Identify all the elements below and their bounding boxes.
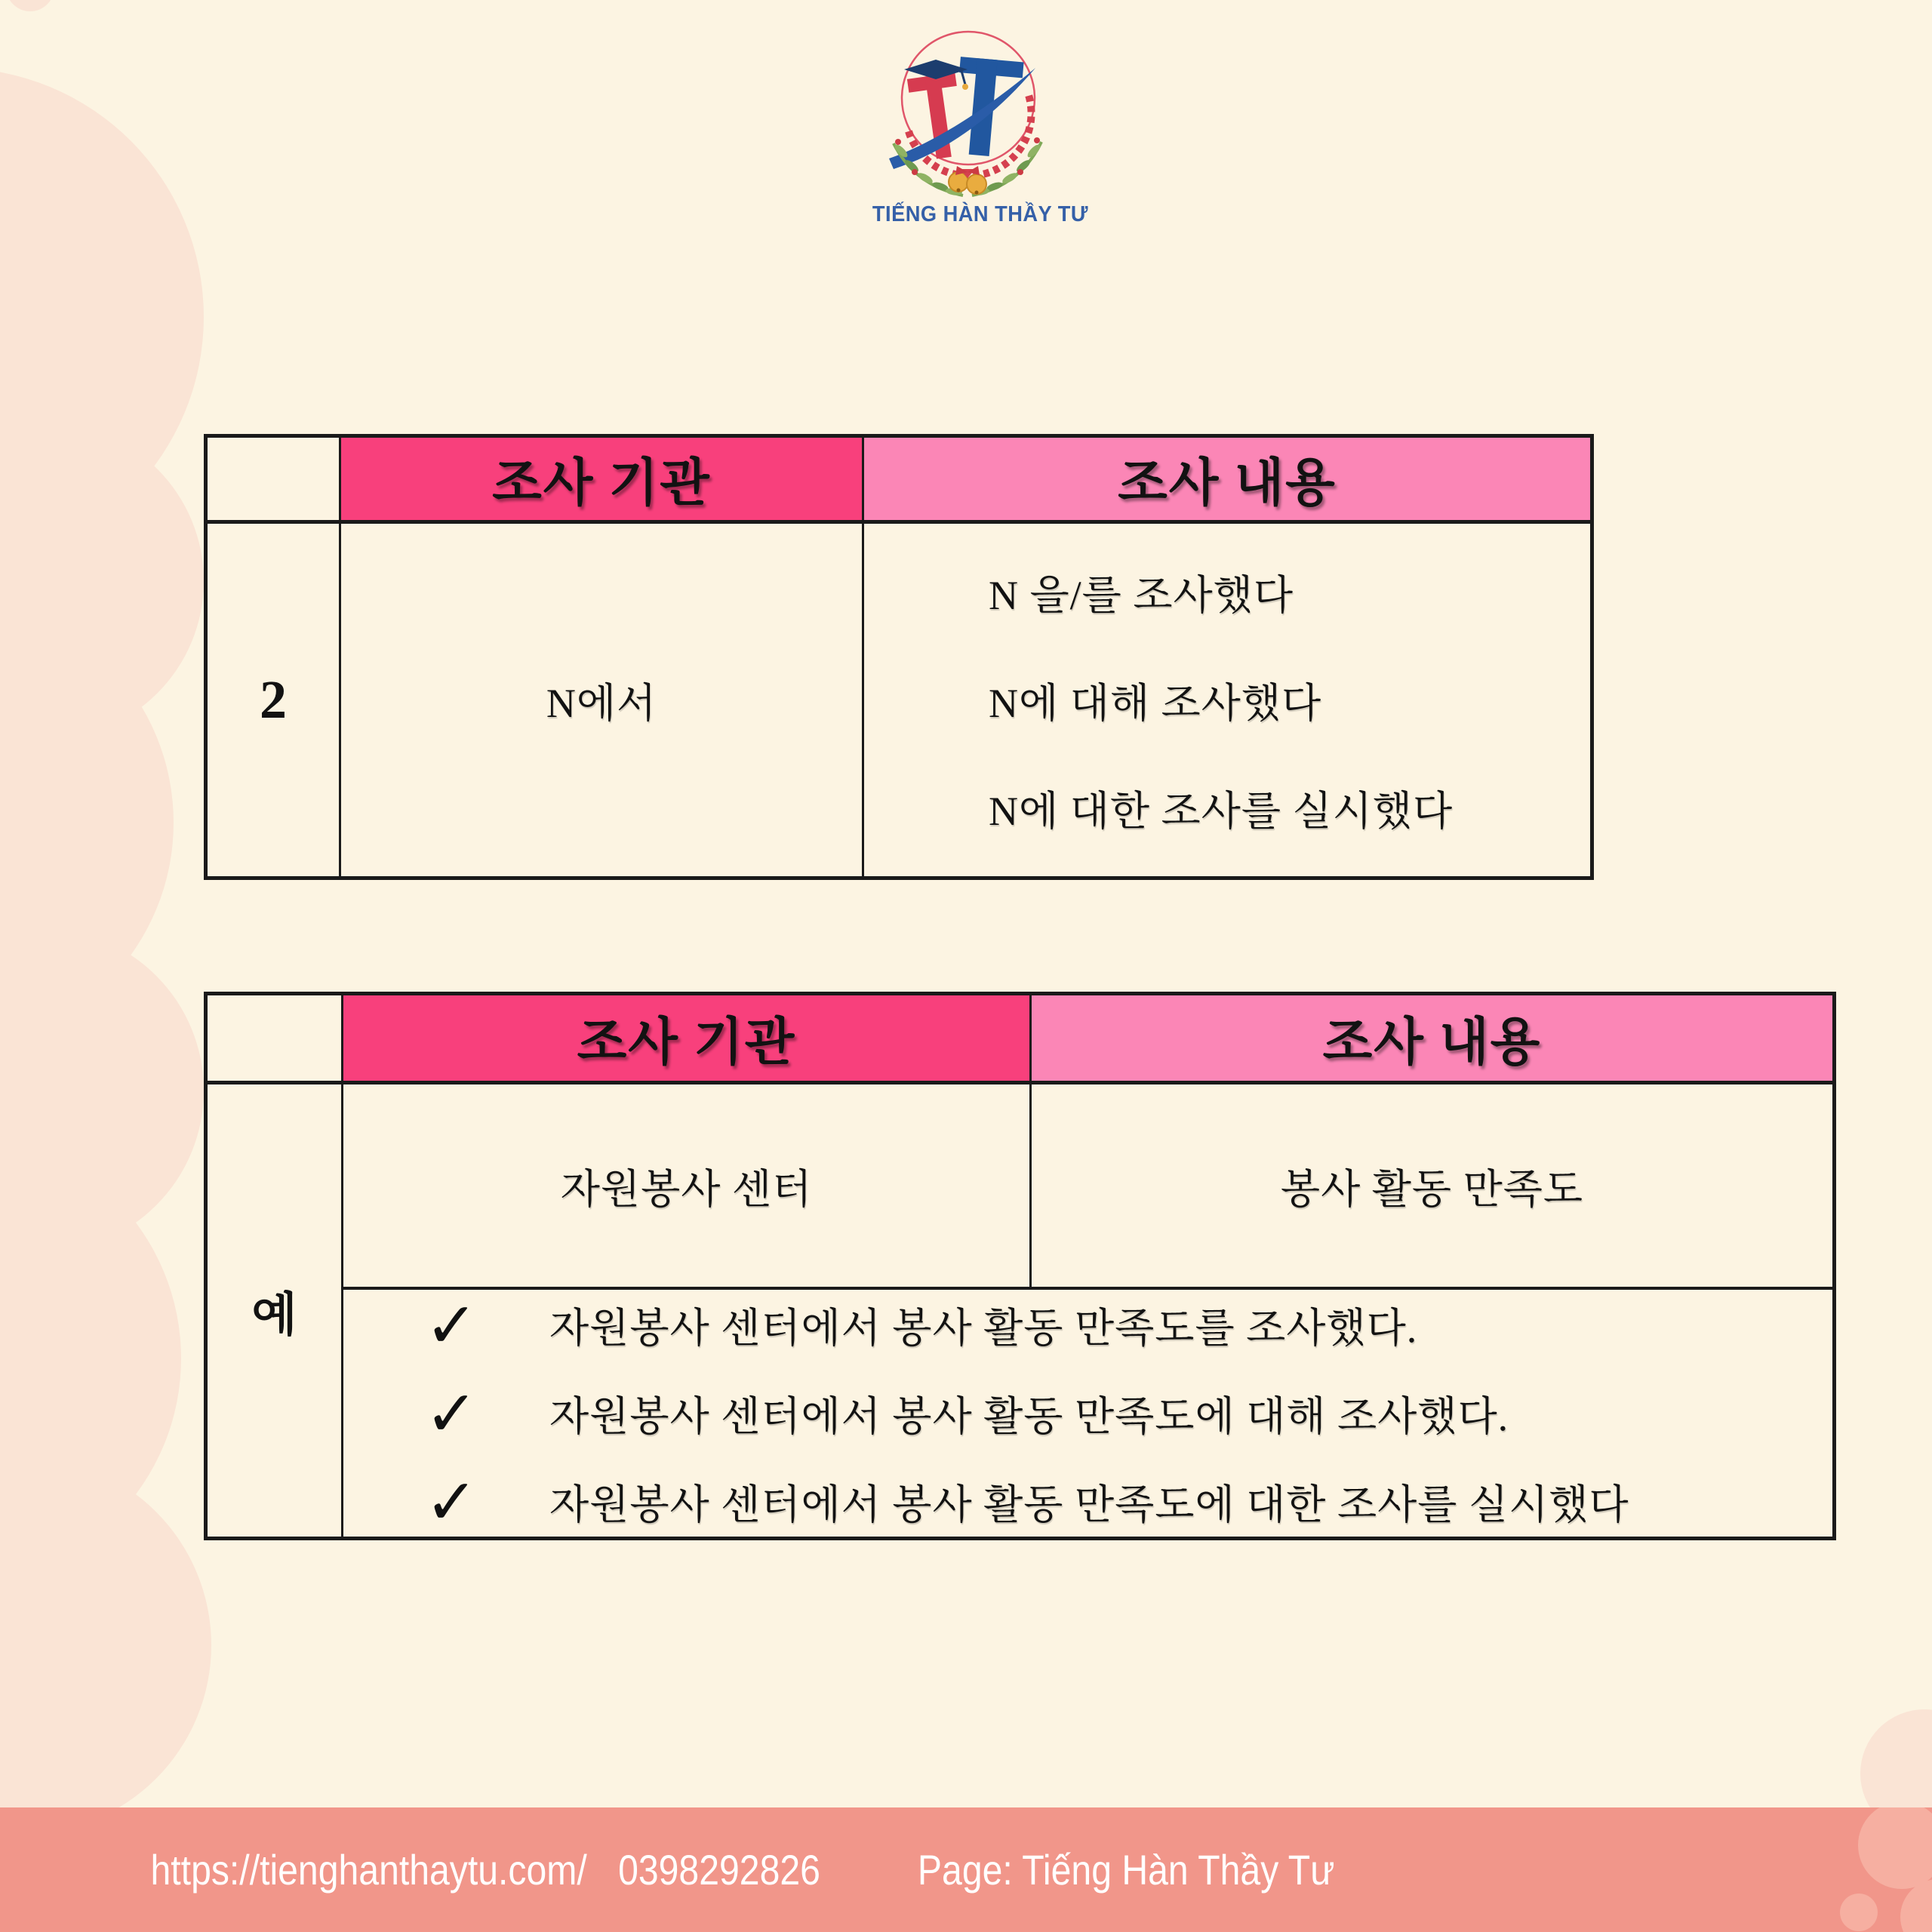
example-table-content-cell: 봉사 활동 만족도 <box>1032 1084 1832 1290</box>
example-sentence: 자원봉사 센터에서 봉사 활동 만족도에 대한 조사를 실시했다 <box>549 1482 1629 1527</box>
example-sentence: 자원봉사 센터에서 봉사 활동 만족도를 조사했다. <box>549 1306 1418 1351</box>
footer-page-name: Page: Tiếng Hàn Thầy Tư <box>917 1846 1335 1894</box>
footer-decor-circle <box>1840 1894 1878 1931</box>
rule-pattern: N 을/를 조사했다 <box>989 573 1294 618</box>
example-sentence: 자원봉사 센터에서 봉사 활동 만족도에 대해 조사했다. <box>549 1394 1509 1439</box>
rule-table-corner-cell <box>208 438 341 524</box>
rule-table-header-institution: 조사 기관 <box>341 438 864 524</box>
footer-decor-circle <box>1858 1807 1932 1889</box>
check-icon: ✓ <box>425 1376 478 1451</box>
example-table-row-label: 예 <box>208 1084 343 1537</box>
rule-table-header-content: 조사 내용 <box>864 438 1590 524</box>
decor-blob <box>6 0 54 11</box>
rule-table-row-number: 2 <box>208 524 341 876</box>
example-sentence-row <box>425 1376 1832 1451</box>
footer-phone: 0398292826 <box>618 1846 820 1894</box>
footer-bar <box>0 1807 1932 1932</box>
rule-pattern: N에 대해 조사했다 <box>989 681 1322 726</box>
rule-table <box>204 434 1594 880</box>
decor-blob <box>0 1457 211 1834</box>
brand-logo <box>866 29 1088 226</box>
brand-logo-icon <box>866 29 1066 201</box>
check-icon: ✓ <box>425 1464 478 1539</box>
example-table-header-content: 조사 내용 <box>1032 995 1832 1084</box>
rule-table-content-cell <box>864 524 1590 876</box>
example-sentences-cell <box>343 1287 1832 1539</box>
example-table-corner-cell <box>208 995 343 1084</box>
footer-url[interactable]: https://tienghanthaytu.com/ <box>150 1846 587 1894</box>
footer-text <box>0 1845 1334 1894</box>
example-sentence-row <box>425 1287 1832 1362</box>
rule-table-institution-cell: N에서 <box>341 524 864 876</box>
brand-title: TIẾNG HÀN THẦY TƯ <box>872 202 1088 226</box>
example-table <box>204 992 1836 1540</box>
check-icon: ✓ <box>425 1287 478 1362</box>
bells-icon <box>949 166 986 195</box>
rule-pattern: N에 대한 조사를 실시했다 <box>989 789 1454 834</box>
example-table-institution-cell: 자원봉사 센터 <box>343 1084 1032 1290</box>
example-table-header-institution: 조사 기관 <box>343 995 1032 1084</box>
example-sentence-row <box>425 1464 1832 1539</box>
